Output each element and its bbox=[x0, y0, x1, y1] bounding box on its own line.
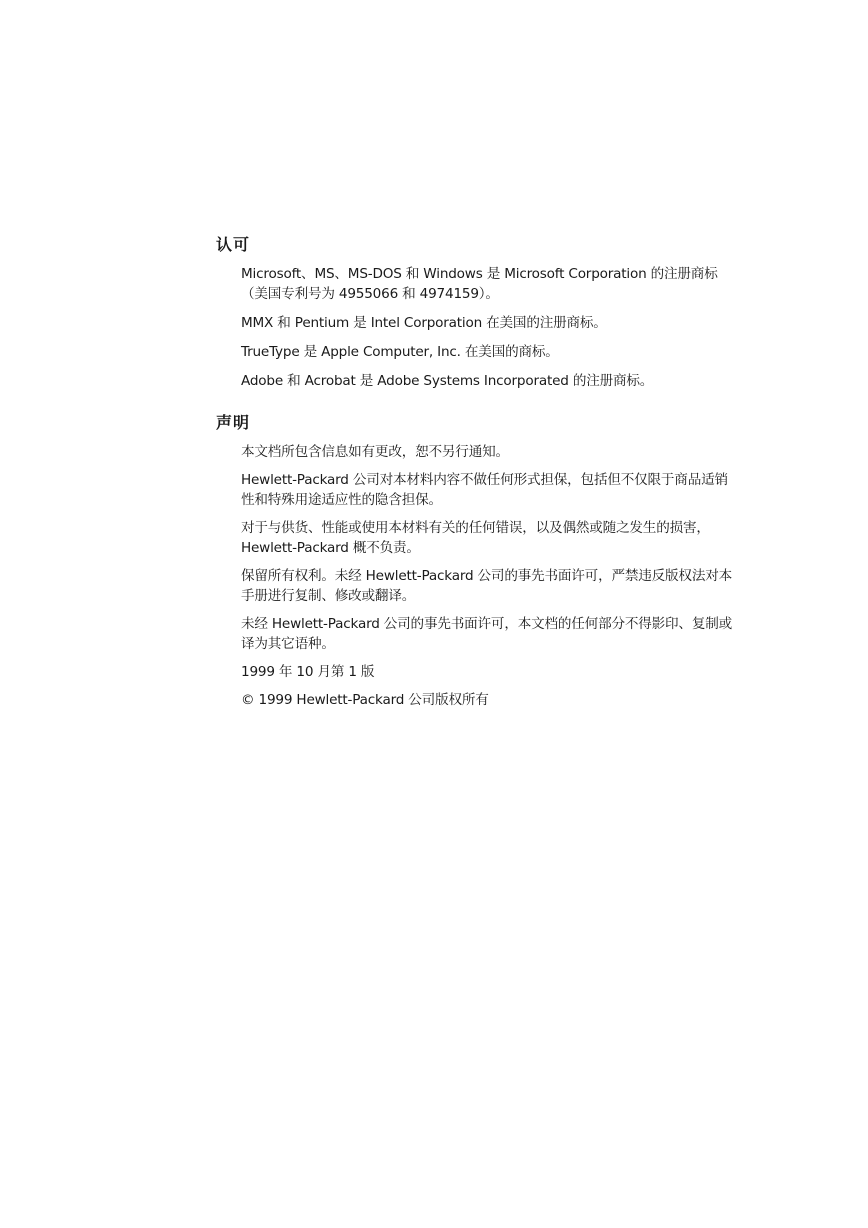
acknowledgements-section bbox=[216, 234, 736, 400]
notice-rights-reserved: 保留所有权利。未经 Hewlett-Packard 公司的事先书面许可，严禁违反版权法对本手册进行复制、修改或翻译。 bbox=[241, 568, 733, 604]
edition-date: 1999 年 10 月第 1 版 bbox=[241, 664, 375, 680]
acknowledgements-heading: 认可 bbox=[216, 235, 251, 254]
trademark-intel: MMX 和 Pentium 是 Intel Corporation 在美国的注册商标。 bbox=[241, 315, 607, 331]
notice-warranty: Hewlett-Packard 公司对本材料内容不做任何形式担保，包括但不仅限于商品适销性和特殊用途适应性的隐含担保。 bbox=[241, 472, 728, 508]
notice-change: 本文档所包含信息如有更改，恕不另行通知。 bbox=[241, 444, 509, 460]
trademark-microsoft: Microsoft、MS、MS-DOS 和 Windows 是 Microsoft Corporation 的注册商标（美国专利号为 4955066 和 4974159）。 bbox=[241, 266, 718, 302]
declaration-heading: 声明 bbox=[216, 413, 251, 432]
trademark-adobe: Adobe 和 Acrobat 是 Adobe Systems Incorporated 的注册商标。 bbox=[241, 373, 654, 389]
notice-liability: 对于与供货、性能或使用本材料有关的任何错误，以及偶然或随之发生的损害，Hewlett-Packard 概不负责。 bbox=[241, 520, 710, 556]
declaration-section bbox=[216, 412, 736, 718]
notice-reproduction: 未经 Hewlett-Packard 公司的事先书面许可，本文档的任何部分不得影印、复制或译为其它语种。 bbox=[241, 616, 733, 652]
trademark-apple: TrueType 是 Apple Computer, Inc. 在美国的商标。 bbox=[241, 344, 559, 360]
copyright-line: © 1999 Hewlett-Packard 公司版权所有 bbox=[241, 692, 489, 708]
